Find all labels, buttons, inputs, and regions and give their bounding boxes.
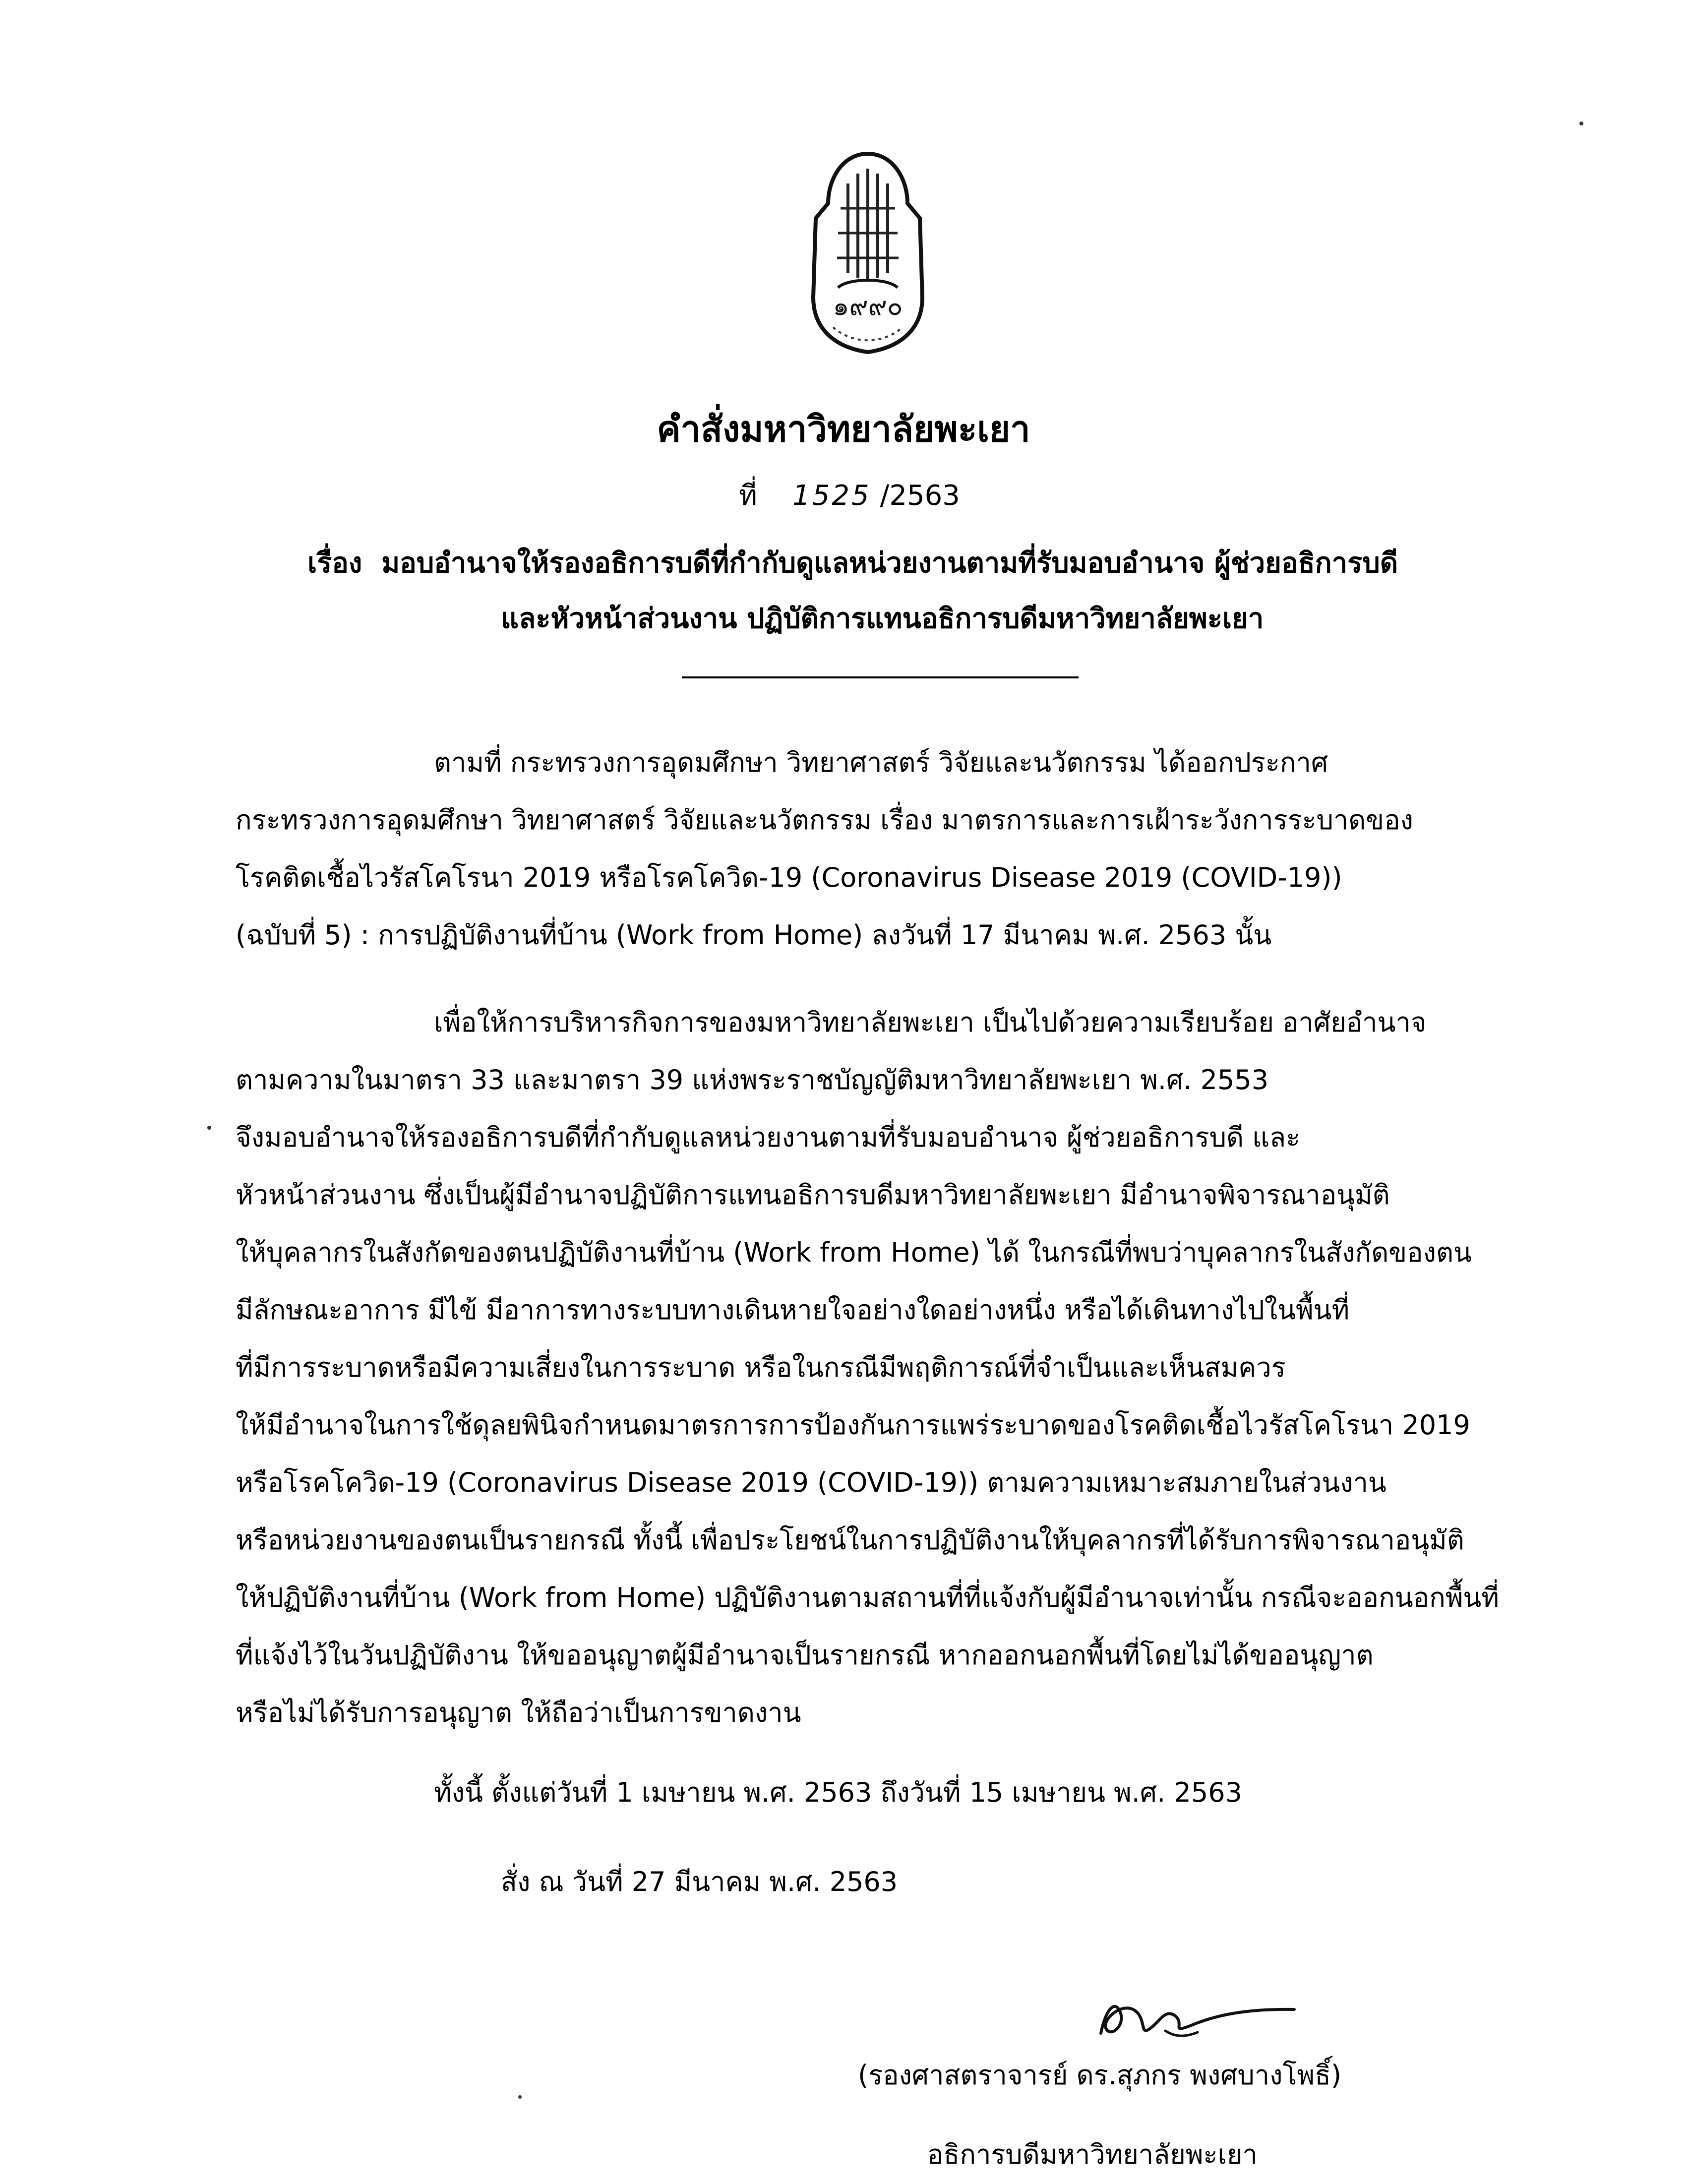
paragraph-2-line: หัวหน้าส่วนงาน ซึ่งเป็นผู้มีอำนาจปฏิบัติการแทนอธิการบดีมหาวิทยาลัยพะเยา มีอำนาจพิจารณาอนุมัติ: [236, 1179, 1390, 1211]
paragraph-2-line: ให้ปฏิบัติงานที่บ้าน (Work from Home) ปฏิบัติงานตามสถานที่ที่แจ้งกับผู้มีอำนาจเท่านั้น กรณีจะออกนอกพื้นที่: [236, 1582, 1499, 1613]
paragraph-2-line: ให้มีอำนาจในการใช้ดุลยพินิจกำหนดมาตรการการป้องกันการแพร่ระบาดของโรคติดเชื้อไวรัสโคโรนา 2019: [236, 1409, 1470, 1441]
paragraph-1-line: (ฉบับที่ 5) : การปฏิบัติงานที่บ้าน (Work from Home) ลงวันที่ 17 มีนาคม พ.ศ. 2563 นั้น: [236, 919, 1272, 951]
paragraph-2-line: ที่แจ้งไว้ในวันปฏิบัติงาน ให้ขออนุญาตผู้มีอำนาจเป็นรายกรณี หากออกนอกพื้นที่โดยไม่ได้ขออนุญาต: [236, 1639, 1374, 1671]
paragraph-2-line: ที่มีการระบาดหรือมีความเสี่ยงในการระบาด หรือในกรณีมีพฤติการณ์ที่จำเป็นและเห็นสมควร: [236, 1352, 1286, 1383]
subject-line-2: และหัวหน้าส่วนงาน ปฏิบัติการแทนอธิการบดีมหาวิทยาลัยพะเยา: [501, 603, 1264, 635]
order-number-prefix: ที่: [739, 480, 757, 512]
effective-period: ทั้งนี้ ตั้งแต่วันที่ 1 เมษายน พ.ศ. 2563 ถึงวันที่ 15 เมษายน พ.ศ. 2563: [434, 1777, 1242, 1808]
scan-speck: [1579, 121, 1583, 125]
handwritten-signature-icon: [1091, 1979, 1299, 2053]
paragraph-2-line: ให้บุคลากรในสังกัดของตนปฏิบัติงานที่บ้าน (Work from Home) ได้ ในกรณีที่พบว่าบุคลากรในสังกัดของตน: [236, 1237, 1472, 1268]
order-number-handwritten: 1525: [792, 480, 871, 512]
paragraph-2-line: จึงมอบอำนาจให้รองอธิการบดีที่กำกับดูแลหน่วยงานตามที่รับมอบอำนาจ ผู้ช่วยอธิการบดี และ: [236, 1122, 1301, 1153]
paragraph-2-line: เพื่อให้การบริหารกิจการของมหาวิทยาลัยพะเยา เป็นไปด้วยความเรียบร้อย อาศัยอำนาจ: [434, 1007, 1427, 1038]
order-number: [739, 476, 960, 516]
paragraph-1-line: กระทรวงการอุดมศึกษา วิทยาศาสตร์ วิจัยและนวัตกรรม เรื่อง มาตรการและการเฝ้าระวังการระบาดของ: [236, 804, 1413, 836]
divider: [682, 676, 1079, 678]
seal-lettering: ๑๙๙๐: [833, 292, 903, 321]
paragraph-2-line: หรือโรคโควิด-19 (Coronavirus Disease 2019 (COVID-19)) ตามความเหมาะสมภายในส่วนงาน: [236, 1467, 1386, 1498]
paragraph-1-line: ตามที่ กระทรวงการอุดมศึกษา วิทยาศาสตร์ วิจัยและนวัตกรรม ได้ออกประกาศ: [434, 747, 1328, 778]
order-number-year: /2563: [880, 480, 960, 512]
paragraph-2-line: ตามความในมาตรา 33 และมาตรา 39 แห่งพระราชบัญญัติมหาวิทยาลัยพะเยา พ.ศ. 2553: [236, 1064, 1269, 1095]
scan-speck: [518, 2095, 522, 2099]
body-text: [236, 734, 1503, 1742]
subject-label: เรื่อง: [307, 547, 362, 579]
subject-block: [307, 536, 1428, 647]
signer-name: (รองศาสตราจารย์ ดร.สุภกร พงศบางโพธิ์): [858, 2060, 1342, 2091]
university-seal-icon: [793, 149, 942, 362]
subject-line-1: มอบอำนาจให้รองอธิการบดีที่กำกับดูแลหน่วยงานตามที่รับมอบอำนาจ ผู้ช่วยอธิการบดี: [381, 547, 1398, 579]
scan-speck: [207, 1126, 211, 1130]
issued-date: สั่ง ณ วันที่ 27 มีนาคม พ.ศ. 2563: [501, 1866, 898, 1897]
paragraph-2-line: มีลักษณะอาการ มีไข้ มีอาการทางระบบทางเดินหายใจอย่างใดอย่างหนึ่ง หรือได้เดินทางไปในพื้นที่: [236, 1294, 1350, 1326]
page-title: คำสั่งมหาวิทยาลัยพะเยา: [657, 408, 1030, 450]
paragraph-2-line: หรือหน่วยงานของตนเป็นรายกรณี ทั้งนี้ เพื่อประโยชน์ในการปฏิบัติงานให้บุคลากรที่ได้รับการพิจารณาอนุมัติ: [236, 1524, 1464, 1556]
signer-title: อธิการบดีมหาวิทยาลัยพะเยา: [927, 2139, 1258, 2170]
paragraph-2-line: หรือไม่ได้รับการอนุญาต ให้ถือว่าเป็นการขาดงาน: [236, 1697, 801, 1728]
paragraph-1-line: โรคติดเชื้อไวรัสโคโรนา 2019 หรือโรคโควิด-19 (Coronavirus Disease 2019 (COVID-19)): [236, 862, 1342, 893]
